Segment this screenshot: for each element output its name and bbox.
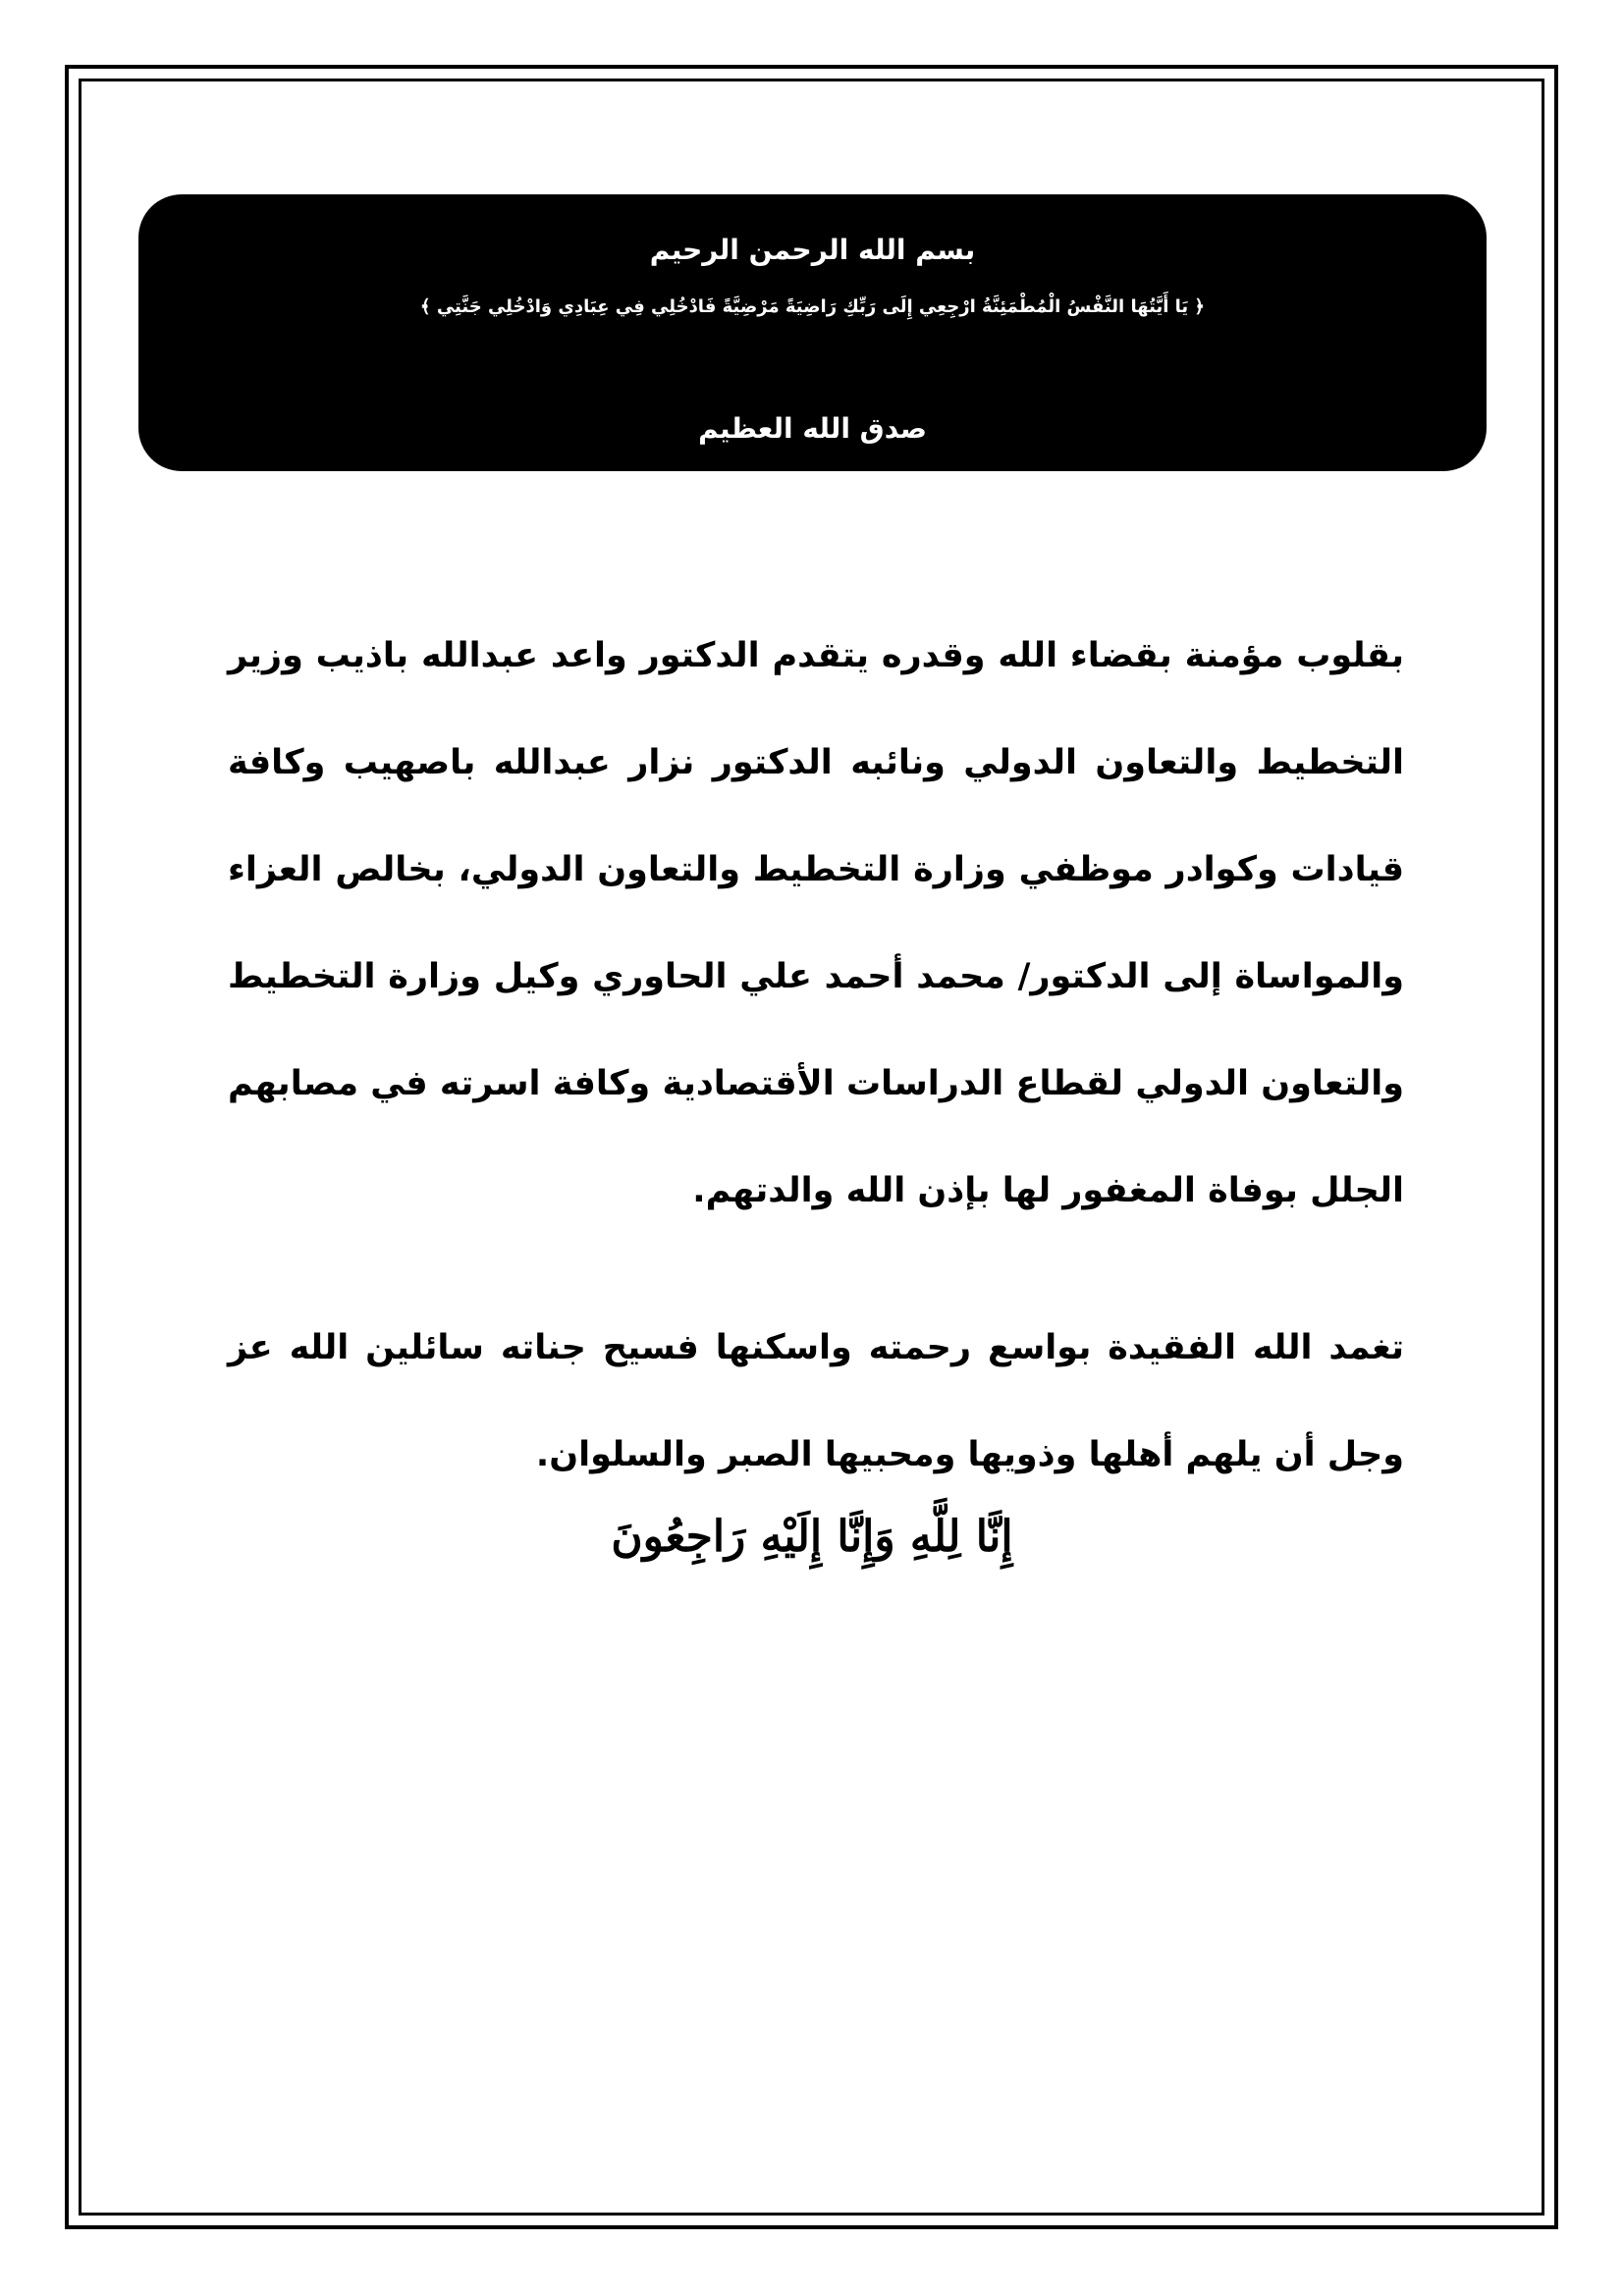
- basmala-heading: بسم الله الرحمن الرحيم: [649, 234, 976, 266]
- closing-verse: إِنَّا لِلَّهِ وَإِنَّا إِلَيْهِ رَاجِعُونَ: [611, 1512, 1013, 1562]
- quran-verse: ﴿ يَا أَيَّتُهَا النَّفْسُ الْمُطْمَئِنَّةُ ارْجِعِي إِلَى رَبِّكِ رَاضِيَةً مَرْضِيَّةً فَادْخُلِي فِي عِبَادِي وَادْخُلِي جَنَّتِي ﴾: [420, 296, 1205, 317]
- quran-verse-banner: [138, 194, 1487, 471]
- sadaqa-line: صدق الله العظيم: [698, 412, 927, 445]
- condolence-paragraph: بقلوب مؤمنة بقضاء الله وقدره يتقدم الدكتور واعد عبدالله باذيب وزير التخطيط والتعاون الدولي ونائبه الدكتور نزار عبدالله باصهيب وكافة قيادات وكوادر موظفي وزارة التخطيط والتعاون الدولي، بخالص العزاء والمواساة إلى الدكتور/ محمد أحمد علي الحاوري وكيل وزارة التخطيط والتعاون الدولي لقطاع الدراسات الأقتصادية وكافة اسرته في مصابهم الجلل بوفاة المغفور لها بإذن الله والدتهم.: [228, 636, 1404, 1210]
- prayer-paragraph: تغمد الله الفقيدة بواسع رحمته واسكنها فسيح جناته سائلين الله عز وجل أن يلهم أهلها وذويها ومحبيها الصبر والسلوان.: [228, 1328, 1404, 1474]
